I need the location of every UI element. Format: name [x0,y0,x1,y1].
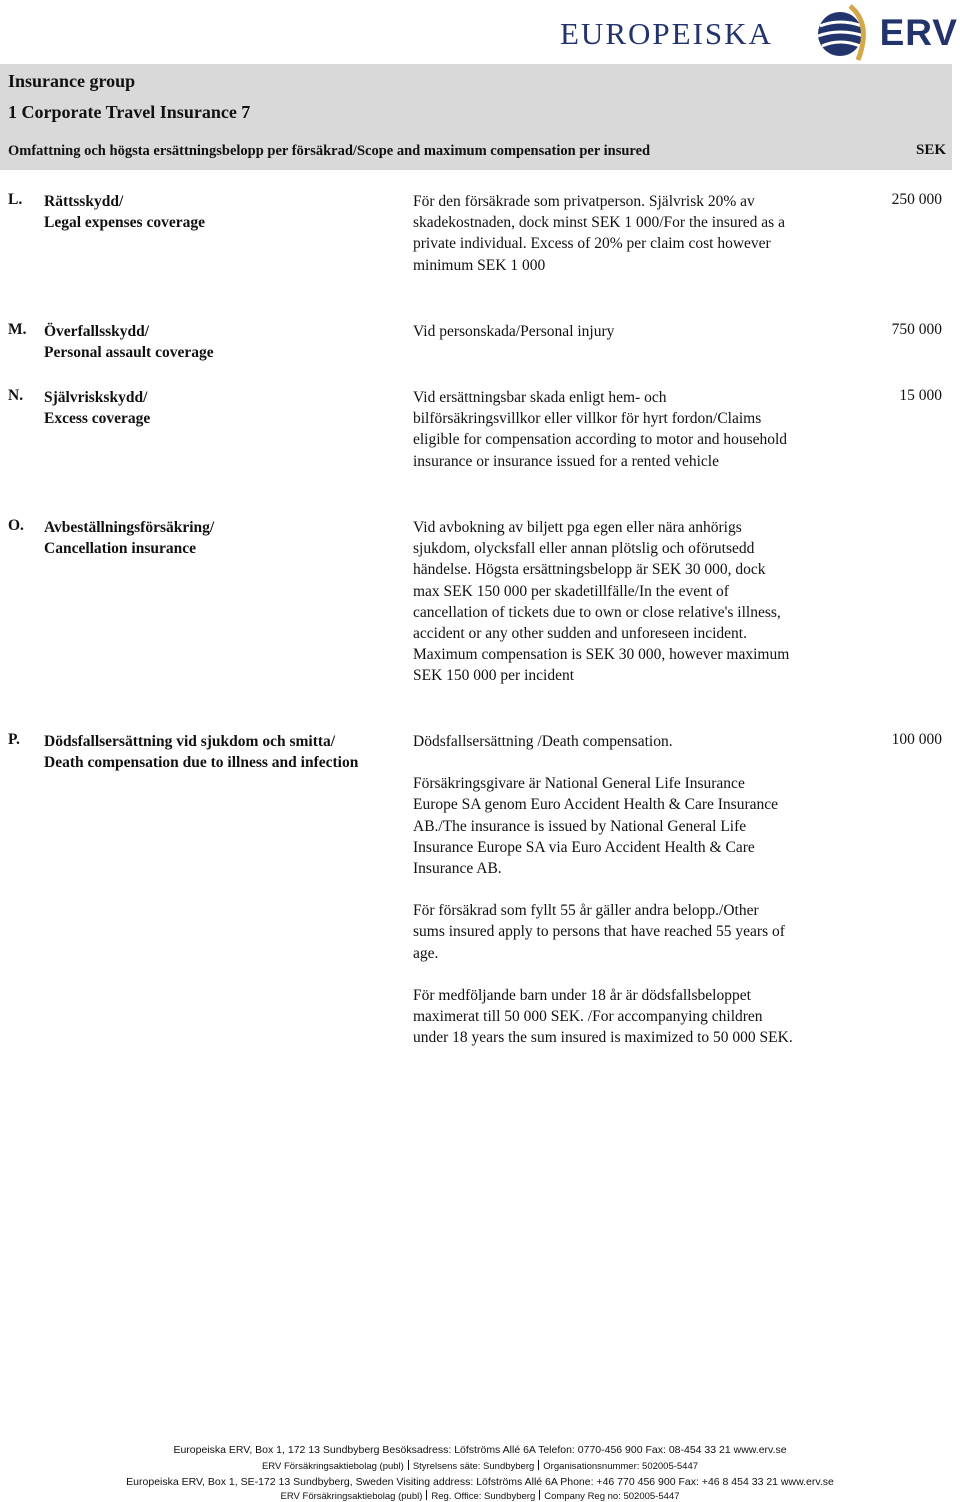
row-letter: P. [8,731,20,748]
globe-swoosh-icon [810,4,870,62]
row-description: Vid ersättningsbar skada enligt hem- och bilförsäkringsvillkor eller villkor för hyrt fordon/Claims eligible for compensation according to motor and household insurance or insurance issued for a rented vehicle [413,389,788,470]
row-description: Vid avbokning av biljett pga egen eller nära anhörigs sjukdom, olycksfall eller annan plötslig och oförutsedd händelse. Högsta ersättningsbelopp är SEK 30 000, dock max SEK 150 000 per skadetillfälle/In the event of cancellation of tickets due to own or close relative's illness, accident or any other sudden and unforeseen incident. Maximum compensation is SEK 30 000, however maximum SEK 150 000 per incident [413,519,790,685]
row-amount: 15 000 [899,387,942,404]
currency-heading: SEK [915,142,946,158]
row-title: Överfallsskydd/ Personal assault coverage [44,323,214,361]
document-header [0,64,952,170]
row-amount: 750 000 [891,321,942,338]
logo-europeiska-text: EUROPEISKA [560,16,773,51]
insurance-group-heading: Insurance group [8,71,136,91]
row-title: Rättsskydd/ Legal expenses coverage [44,193,205,231]
row-description: Vid personskada/Personal injury [413,323,615,340]
product-title: 1 Corporate Travel Insurance 7 [8,102,251,122]
row-title: Självriskskydd/ Excess coverage [44,389,151,427]
row-amount: 100 000 [891,731,942,748]
row-description: Dödsfallsersättning /Death compensation. Försäkringsgivare är National General Life Insurance Europe SA genom Euro Accident Health & Care Insurance AB./The insurance is issued by National General Life Insurance Europe SA via Euro Accident Health & Care Insurance AB. För försäkrad som fyllt 55 år gäller andra belopp./Other sums insured apply to persons that have reached 55 years of age. För medföljande barn under 18 år är dödsfallsbeloppet maximerat till 50 000 SEK. /For accompanying children under 18 years the sum insured is maximized to 50 000 SEK. [413,733,793,1047]
scope-heading: Omfattning och högsta ersättningsbelopp per försäkrad/Scope and maximum compensation per insured [8,143,651,159]
footer-address-en: Europeiska ERV, Box 1, SE-172 13 Sundbyberg, Sweden Visiting address: Löfströms Allé 6A Phone: +46 770 456 900 Fax: +46 8 454 33 21 www.erv.se [126,1476,834,1488]
row-letter: N. [8,387,24,404]
company-logo [560,4,960,62]
row-letter: L. [8,191,23,208]
footer-registration-sv: ERV Försäkringsaktiebolag (publ) Styrelsens säte: Sundbyberg Organisationsnummer: 502005-5447 [261,1461,699,1472]
row-title: Dödsfallsersättning vid sjukdom och smitta/ Death compensation due to illness and infection [44,733,359,771]
footer-address-sv: Europeiska ERV, Box 1, 172 13 Sundbyberg Besöksadress: Löfströms Allé 6A Telefon: 0770-456 900 Fax: 08-454 33 21 www.erv.se [173,1444,787,1456]
logo-erv-text: ERV [879,12,958,53]
footer-registration-en: ERV Försäkringsaktiebolag (publ) Reg. Office: Sundbyberg Company Reg no: 502005-5447 [280,1491,680,1502]
row-letter: M. [8,321,27,338]
row-letter: O. [8,517,24,534]
row-description: För den försäkrade som privatperson. Självrisk 20% av skadekostnaden, dock minst SEK 1 000/For the insured as a private individual. Excess of 20% per claim cost however minimum SEK 1 000 [413,193,785,274]
row-title: Avbeställningsförsäkring/ Cancellation insurance [44,519,215,557]
row-amount: 250 000 [891,191,942,208]
